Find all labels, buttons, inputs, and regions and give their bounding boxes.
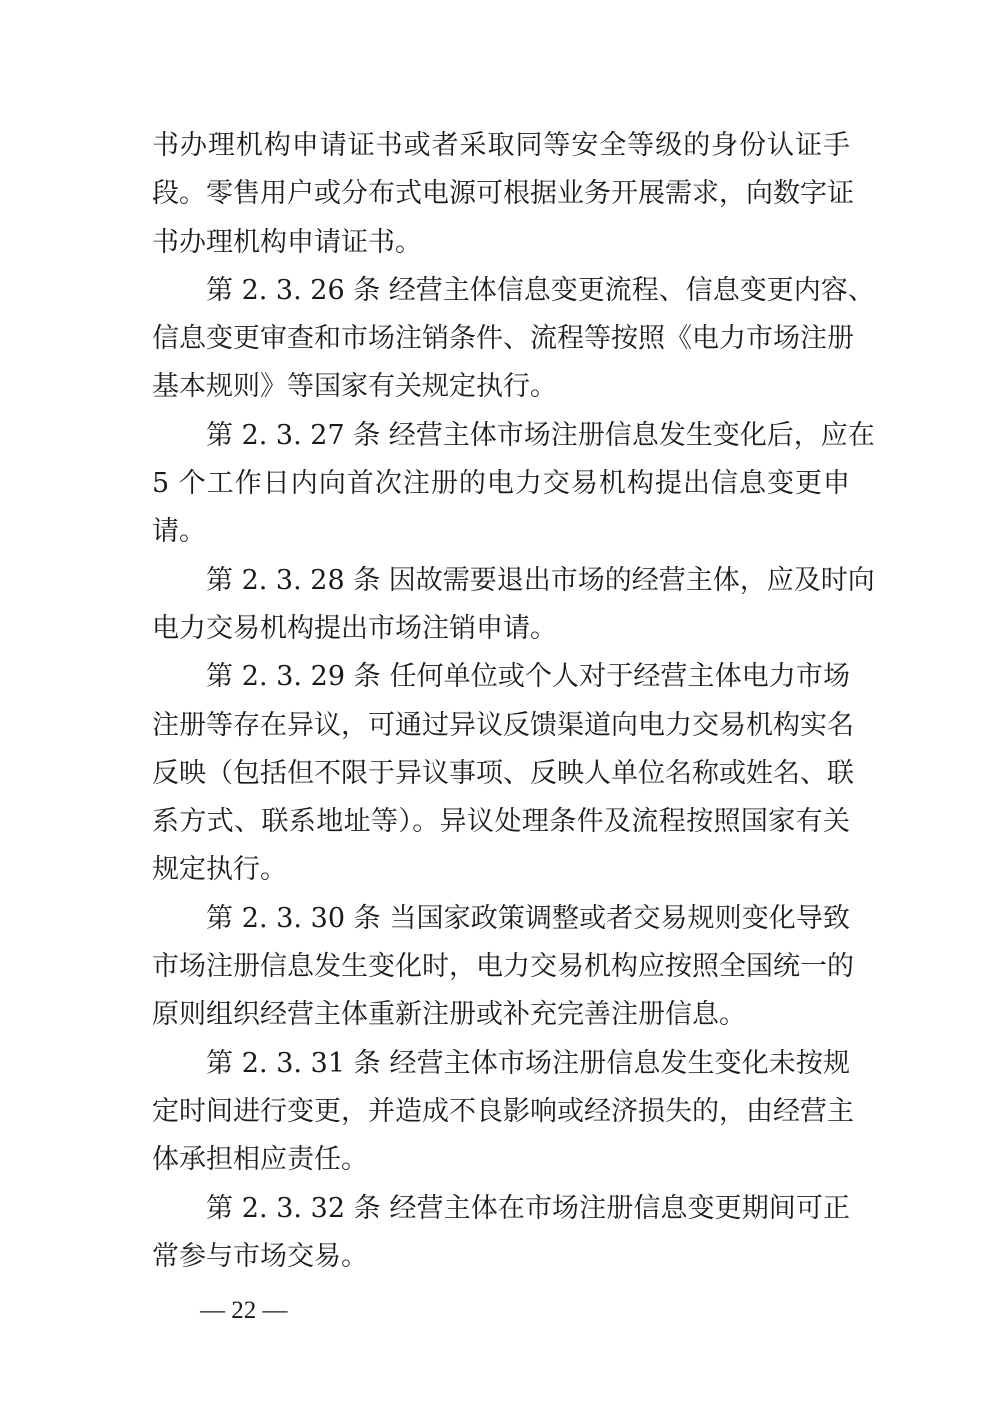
article-2-3-31-heading-line: 第 2. 3. 31 条 经营主体市场注册信息发生变化未按规 bbox=[206, 1047, 850, 1079]
text-line: 原则组织经营主体重新注册或补充完善注册信息。 bbox=[152, 999, 746, 1031]
page-number: — 22 — bbox=[200, 1297, 288, 1324]
text-line: 电力交易机构提出市场注销申请。 bbox=[152, 612, 557, 644]
article-2-3-26-heading-line: 第 2. 3. 26 条 经营主体信息变更流程、信息变更内容、 bbox=[206, 274, 875, 306]
text-line: 系方式、联系地址等）。异议处理条件及流程按照国家有关 bbox=[152, 806, 850, 838]
text-line: 请。 bbox=[152, 516, 206, 548]
text-line: 定时间进行变更，并造成不良影响或经济损失的，由经营主 bbox=[152, 1095, 854, 1127]
text-line: 书办理机构申请证书或者采取同等安全等级的身份认证手 bbox=[152, 130, 850, 161]
article-2-3-30-heading-line: 第 2. 3. 30 条 当国家政策调整或者交易规则变化导致 bbox=[206, 902, 850, 934]
text-line: 体承担相应责任。 bbox=[152, 1144, 368, 1176]
article-2-3-29-heading-line: 第 2. 3. 29 条 任何单位或个人对于经营主体电力市场 bbox=[206, 661, 850, 693]
article-2-3-32-heading-line: 第 2. 3. 32 条 经营主体在市场注册信息变更期间可正 bbox=[206, 1192, 850, 1224]
text-line: 市场注册信息发生变化时，电力交易机构应按照全国统一的 bbox=[152, 951, 854, 983]
article-2-3-28-heading-line: 第 2. 3. 28 条 因故需要退出市场的经营主体，应及时向 bbox=[206, 564, 875, 596]
text-line: 反映（包括但不限于异议事项、反映人单位名称或姓名、联 bbox=[152, 757, 854, 789]
text-line: 规定执行。 bbox=[152, 854, 287, 886]
text-line: 5 个工作日内向首次注册的电力交易机构提出信息变更申 bbox=[152, 468, 850, 500]
text-line: 信息变更审查和市场注销条件、流程等按照《电力市场注册 bbox=[152, 323, 854, 355]
article-2-3-27-heading-line: 第 2. 3. 27 条 经营主体市场注册信息发生变化后，应在 bbox=[206, 419, 875, 451]
text-line: 常参与市场交易。 bbox=[152, 1240, 368, 1272]
document-body bbox=[152, 122, 875, 1281]
text-line: 段。零售用户或分布式电源可根据业务开展需求，向数字证 bbox=[152, 178, 854, 210]
text-line: 注册等存在异议，可通过异议反馈渠道向电力交易机构实名 bbox=[152, 709, 854, 741]
text-line: 书办理机构申请证书。 bbox=[152, 226, 422, 258]
text-line: 基本规则》等国家有关规定执行。 bbox=[152, 371, 557, 403]
